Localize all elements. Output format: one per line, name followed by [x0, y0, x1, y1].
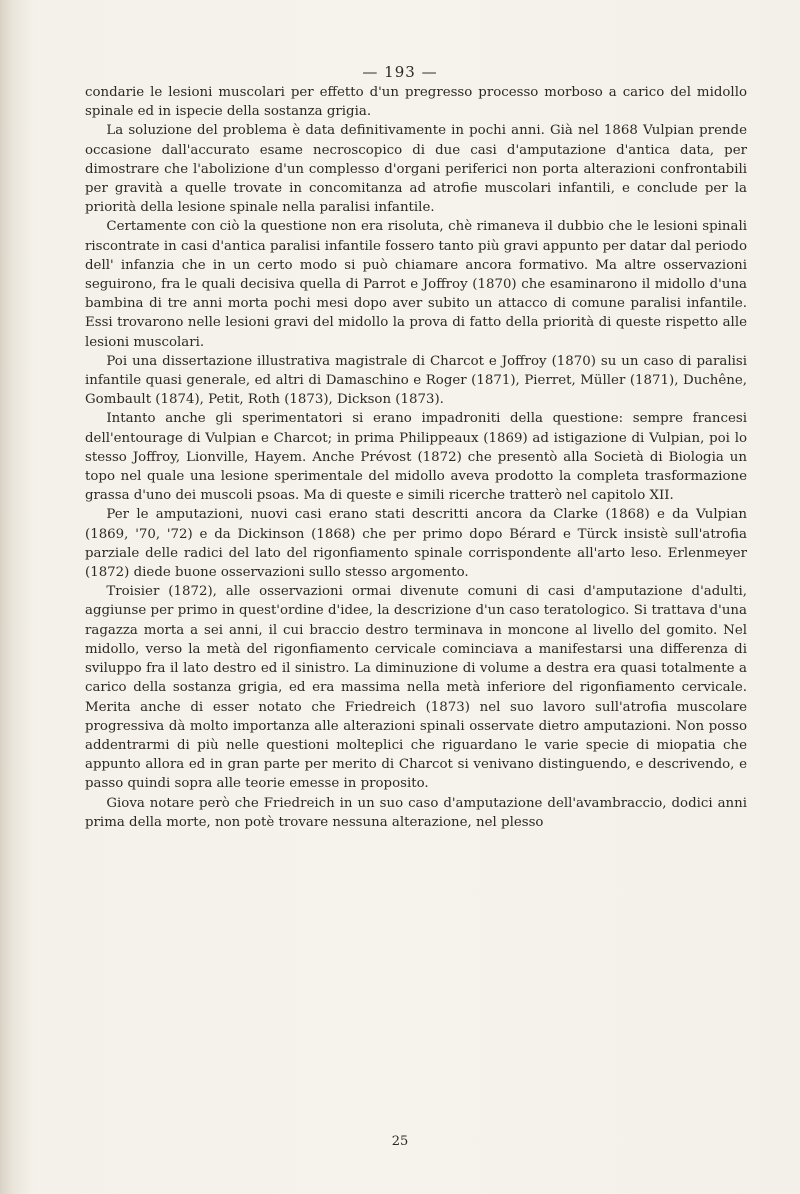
paragraph: Certamente con ciò la questione non era risoluta, chè rimaneva il dubbio che le lesioni spinali riscontrate in casi d'antica paralisi infantile fossero tanto più gravi appunto per datar dal periodo dell' infanzia che in un certo modo si può chiamare ancora formativo. Ma altre osservazioni seguirono, fra le quali decisiva quella di Parrot e Joffroy (1870) che esaminarono il midollo d'una bambina di tre anni morta pochi mesi dopo aver subito un attacco di comune paralisi infantile. Essi trovarono nelle lesioni gravi del midollo la prova di fatto della priorità di queste rispetto alle lesioni muscolari. — [85, 219, 747, 350]
paragraph: Per le amputazioni, nuovi casi erano stati descritti ancora da Clarke (1868) e da Vulpian (1869, '70, '72) e da Dickinson (1868) che per primo dopo Bérard e Türck insistè sull'atrofia parziale delle radici del lato del rigonfiamento spinale corrispondente all'arto leso. Erlenmeyer (1872) diede buone osservazioni sullo stesso argomento. — [85, 507, 747, 581]
paragraph-continuation: condarie le lesioni muscolari per effetto d'un pregresso processo morboso a carico del midollo spinale ed in ispecie della sostanza grigia. — [85, 85, 747, 120]
body-text — [85, 83, 747, 832]
page-number-header: — 193 — — [362, 63, 438, 81]
paragraph: Intanto anche gli sperimentatori si erano impadroniti della questione: sempre francesi dell'entourage di Vulpian e Charcot; in prima Philippeaux (1869) ad istigazione di Vulpian, poi lo stesso Joffroy, Lionville, Hayem. Anche Prévost (1872) che presentò alla Società di Biologia un topo nel quale una lesione sperimentale del midollo aveva prodotto la completa trasformazione grassa d'uno dei muscoli psoas. Ma di queste e simili ricerche tratterò nel capitolo XII. — [85, 411, 747, 504]
paragraph: Poi una dissertazione illustrativa magistrale di Charcot e Joffroy (1870) su un caso di paralisi infantile quasi generale, ed altri di Damaschino e Roger (1871), Pierret, Müller (1871), Duchêne, Gombault (1874), Petit, Roth (1873), Dickson (1873). — [85, 353, 747, 408]
signature-mark: 25 — [391, 1134, 409, 1149]
paragraph: La soluzione del problema è data definitivamente in pochi anni. Già nel 1868 Vulpian prende occasione dall'accurato esame necroscopico di due casi d'amputazione d'antica data, per dimostrare che l'abolizione d'un complesso d'organi periferici non porta alterazioni confrontabili per gravità a quelle trovate in concomitanza ad atrofie muscolari infantili, e conclude per la priorità della lesione spinale nella paralisi infantile. — [85, 123, 747, 216]
paragraph: Giova notare però che Friedreich in un suo caso d'amputazione dell'avambraccio, dodici anni prima della morte, non potè trovare nessuna alterazione, nel plesso — [85, 795, 747, 830]
paragraph: Troisier (1872), alle osservazioni ormai divenute comuni di casi d'amputazione d'adulti, aggiunse per primo in quest'ordine d'idee, la descrizione d'un caso teratologico. Si trattava d'una ragazza morta a sei anni, il cui braccio destro terminava in moncone al livello del gomito. Nel midollo, verso la metà del rigonfiamento cervicale cominciava a manifestarsi una differenza di sviluppo fra il lato destro ed il sinistro. La diminuzione di volume a destra era quasi totalmente a carico della sostanza grigia, ed era massima nella metà inferiore del rigonfiamento cervicale. Merita anche di esser notato che Friedreich (1873) nel suo lavoro sull'atrofia muscolare progressiva dà molto importanza alle alterazioni spinali osservate dietro amputazioni. Non posso addentrarmi di più nelle questioni molteplici che riguardano le varie specie di miopatia che appunto allora ed in gran parte per merito di Charcot si venivano distinguendo, e descrivendo, e passo quindi sopra alle teorie emesse in proposito. — [85, 584, 747, 792]
